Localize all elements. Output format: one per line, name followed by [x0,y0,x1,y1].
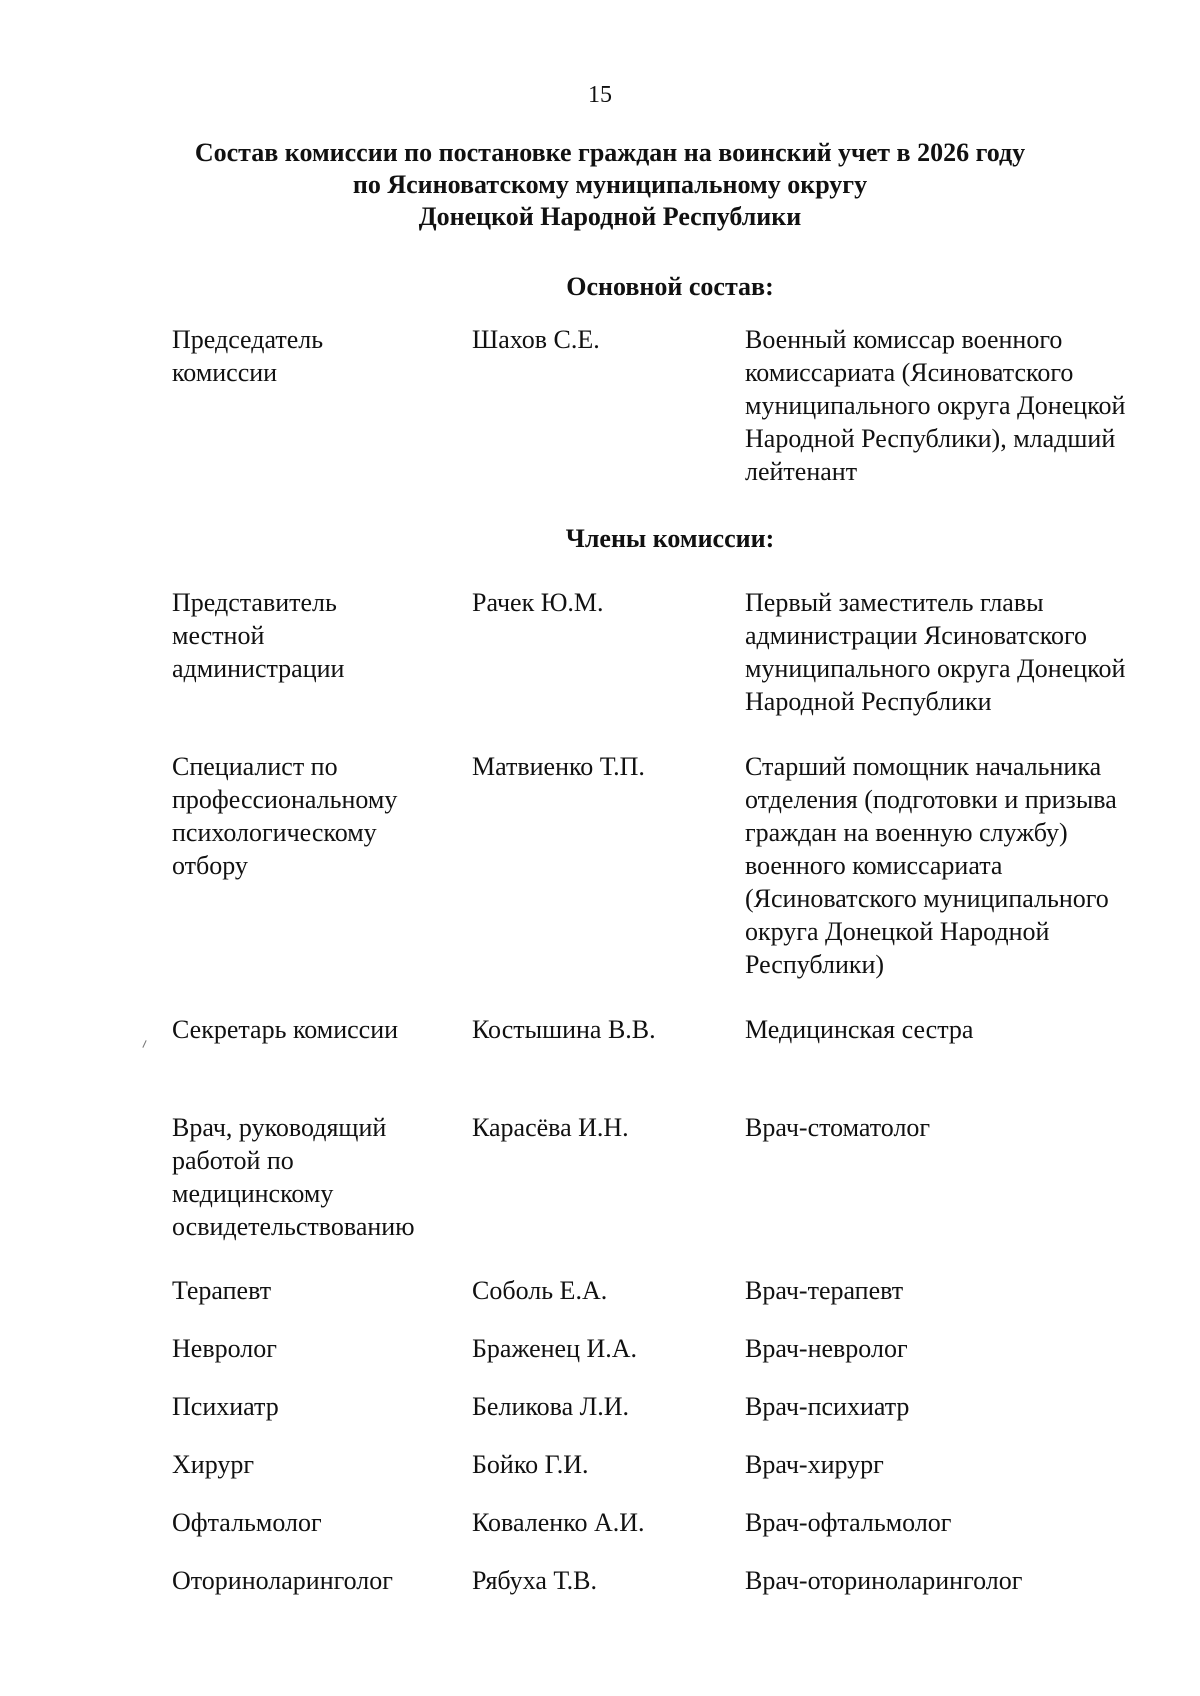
member-description: Врач-психиатр [745,1392,910,1421]
member-name: Костышина В.В. [472,1015,656,1044]
member-description: Врач-терапевт [745,1276,904,1305]
member-description: Врач-офтальмолог [745,1508,952,1537]
document-title-line-2: по Ясиноватскому муниципальному округу [352,170,868,199]
member-name: Матвиенко Т.П. [472,752,645,781]
page-number: 15 [588,82,612,108]
chairman-description: Военный комиссар военного комиссариата (Ясиноватского муниципального округа Донецкой Народной Республики), младший лейтенант [745,325,1126,486]
stray-scan-mark [142,1040,146,1048]
main-composition-heading: Основной состав: [566,272,774,301]
member-role: Хирург [172,1450,255,1479]
member-name: Беликова Л.И. [472,1392,630,1421]
chairman-role: Председатель комиссии [172,325,324,387]
member-description: Врач-невролог [745,1334,908,1363]
member-description: Старший помощник начальника отделения (подготовки и призыва граждан на военную службу) военного комиссариата (Ясиноватского муниципального округа Донецкой Народной Республики) [745,752,1117,979]
member-name: Рачек Ю.М. [472,588,604,617]
member-role: Секретарь комиссии [172,1015,399,1044]
document-title [150,137,1070,233]
member-description: Врач-оториноларинголог [745,1566,1023,1595]
member-name: Рябуха Т.В. [472,1566,597,1595]
member-role: Представитель местной администрации [172,588,345,683]
document-title-line-1: Состав комиссии по постановке граждан на воинский учет в 2026 году [194,138,1026,167]
member-role: Офтальмолог [172,1508,322,1537]
members-heading: Члены комиссии: [565,524,775,553]
chairman-name: Шахов С.Е. [472,325,600,354]
member-role: Врач, руководящий работой по медицинскому освидетельствованию [172,1113,415,1241]
member-role: Специалист по профессиональному психологическому отбору [172,752,398,880]
member-description: Первый заместитель главы администрации Ясиноватского муниципального округа Донецкой Народной Республики [745,588,1126,716]
member-description: Медицинская сестра [745,1015,974,1044]
member-role: Терапевт [172,1276,272,1305]
member-name: Карасёва И.Н. [472,1113,629,1142]
member-description: Врач-хирург [745,1450,884,1479]
member-name: Бойко Г.И. [472,1450,589,1479]
member-name: Коваленко А.И. [472,1508,645,1537]
member-role: Невролог [172,1334,277,1363]
document-title-line-3: Донецкой Народной Республики [418,202,802,231]
member-name: Соболь Е.А. [472,1276,608,1305]
member-description: Врач-стоматолог [745,1113,931,1142]
member-name: Браженец И.А. [472,1334,638,1363]
member-role: Психиатр [172,1392,279,1421]
member-role: Оториноларинголог [172,1566,393,1595]
